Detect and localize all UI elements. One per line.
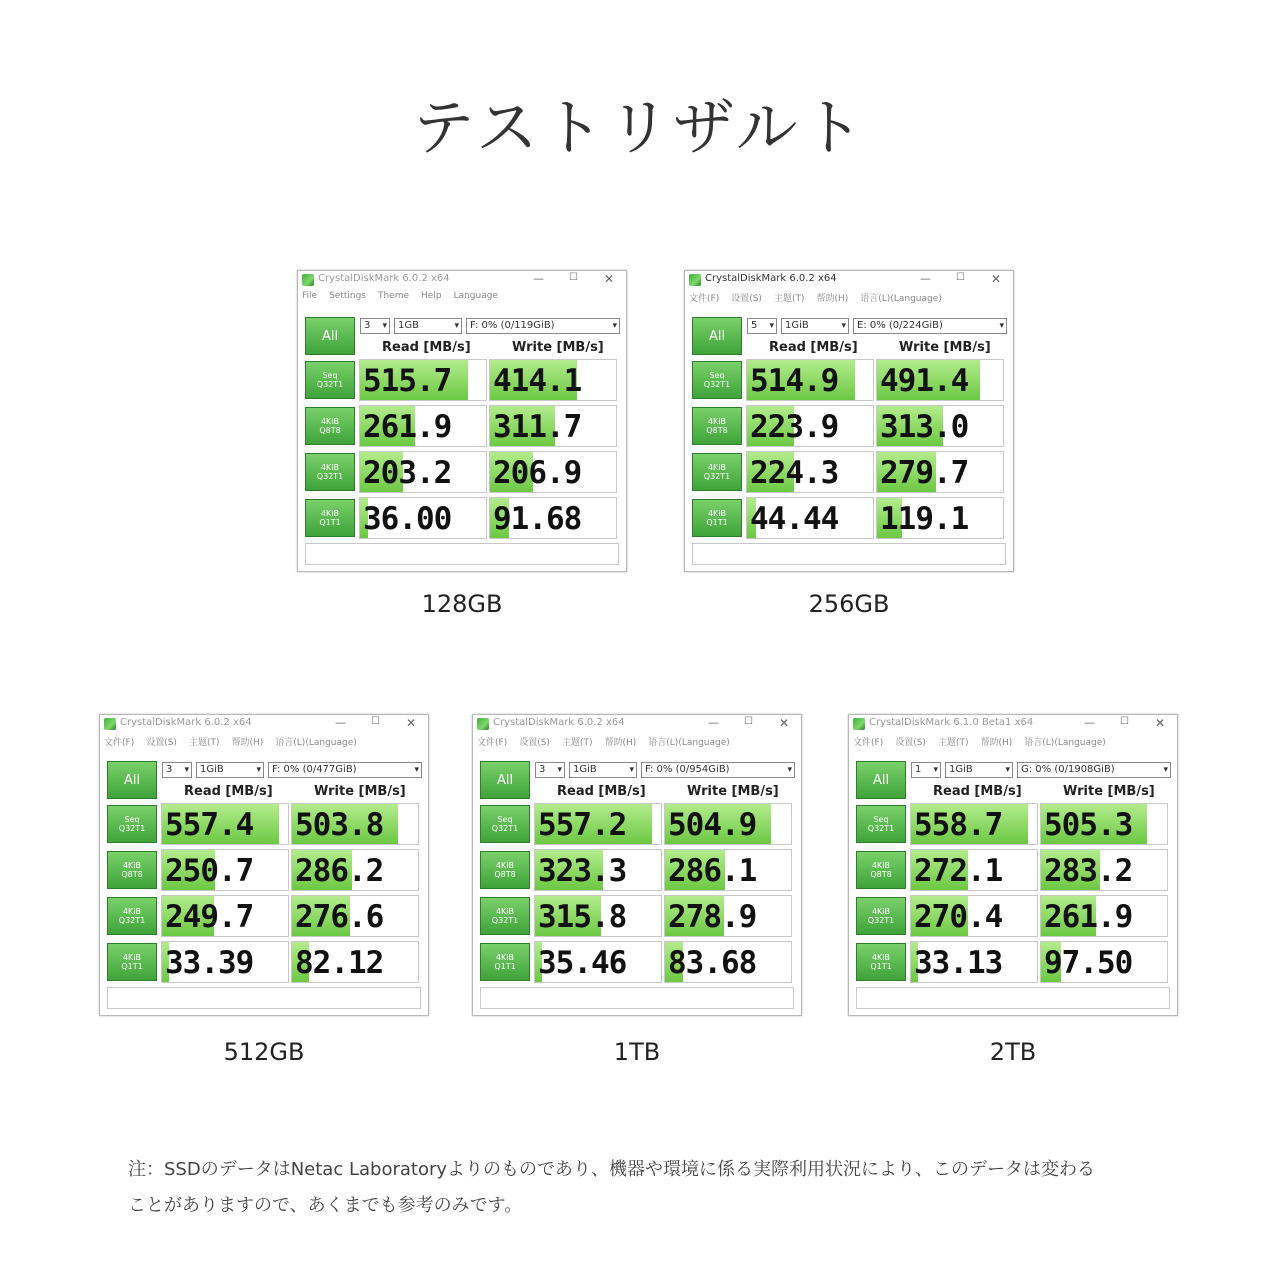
- minimize-icon[interactable]: —: [335, 716, 346, 729]
- test-button[interactable]: Seq Q32T1: [305, 361, 355, 399]
- read-value: 250.7: [165, 853, 254, 889]
- read-result: [359, 405, 487, 447]
- read-value: 36.00: [363, 501, 452, 537]
- test-button[interactable]: 4KiB Q1T1: [480, 943, 530, 981]
- crystaldiskmark-icon: [853, 718, 865, 730]
- write-value: 82.12: [295, 945, 384, 981]
- read-value: 557.4: [165, 807, 254, 843]
- menu-item[interactable]: 主题(T): [773, 294, 805, 304]
- write-result: [291, 803, 419, 845]
- read-result: [161, 941, 289, 983]
- test-count-select[interactable]: [535, 762, 565, 778]
- title-bar: [100, 715, 428, 733]
- chevron-down-icon: ▾: [382, 321, 387, 331]
- capacity-caption: 2TB: [989, 1038, 1037, 1066]
- window-title: CrystalDiskMark 6.0.2 x64: [318, 273, 450, 284]
- write-result: [664, 803, 792, 845]
- write-result: [664, 941, 792, 983]
- menu-item[interactable]: 主题(T): [188, 738, 220, 748]
- read-value: 515.7: [363, 363, 452, 399]
- all-button[interactable]: All: [107, 761, 157, 799]
- chevron-down-icon: ▾: [629, 765, 634, 775]
- read-value: 270.4: [914, 899, 1003, 935]
- read-column-header: Read [MB/s]: [184, 784, 273, 799]
- write-value: 313.0: [880, 409, 969, 445]
- crystaldiskmark-window: [297, 270, 627, 572]
- read-value: 557.2: [538, 807, 627, 843]
- write-value: 279.7: [880, 455, 969, 491]
- all-button[interactable]: All: [856, 761, 906, 799]
- write-column-header: Write [MB/s]: [687, 784, 779, 799]
- menu-bar: [477, 735, 742, 749]
- write-value: 97.50: [1044, 945, 1133, 981]
- read-result: [534, 849, 662, 891]
- minimize-icon[interactable]: —: [1084, 716, 1095, 729]
- test-size-select[interactable]: [945, 762, 1013, 778]
- read-value: 249.7: [165, 899, 254, 935]
- test-count-select-value: 3: [166, 764, 173, 775]
- read-value: 33.13: [914, 945, 1003, 981]
- maximize-icon[interactable]: ☐: [371, 716, 380, 727]
- read-result: [161, 803, 289, 845]
- all-button[interactable]: All: [692, 317, 742, 355]
- write-value: 83.68: [668, 945, 757, 981]
- test-count-select-value: 5: [751, 320, 758, 331]
- crystaldiskmark-window: [684, 270, 1014, 572]
- write-value: 286.1: [668, 853, 757, 889]
- test-size-select-value: 1GiB: [573, 764, 597, 775]
- close-icon[interactable]: ✕: [990, 272, 1001, 286]
- chevron-down-icon: ▾: [184, 765, 189, 775]
- test-count-select-value: 3: [364, 320, 371, 331]
- maximize-icon[interactable]: ☐: [569, 272, 578, 283]
- menu-item[interactable]: Language: [453, 291, 498, 301]
- title-bar: [473, 715, 801, 733]
- title-bar: [298, 271, 626, 289]
- capacity-caption: 256GB: [808, 590, 890, 618]
- menu-bar: [302, 291, 510, 305]
- crystaldiskmark-window: [848, 714, 1178, 1016]
- disclaimer-line-1: 注：SSDのデータはNetac Laboratoryよりのものであり、機器や環境に係る実際利用状況により、このデータは変わる: [128, 1159, 1096, 1180]
- test-button[interactable]: 4KiB Q1T1: [692, 499, 742, 537]
- maximize-icon[interactable]: ☐: [956, 272, 965, 283]
- menu-item[interactable]: 帮助(H): [816, 294, 849, 304]
- test-size-select[interactable]: [569, 762, 637, 778]
- menu-item[interactable]: 文件(F): [853, 738, 884, 748]
- crystaldiskmark-window: [472, 714, 802, 1016]
- read-value: 261.9: [363, 409, 452, 445]
- read-column-header: Read [MB/s]: [933, 784, 1022, 799]
- menu-item[interactable]: 主题(T): [937, 738, 969, 748]
- read-result: [746, 405, 874, 447]
- drive-select[interactable]: [1017, 762, 1171, 778]
- chevron-down-icon: ▾: [414, 765, 419, 775]
- chevron-down-icon: ▾: [841, 321, 846, 331]
- read-value: 315.8: [538, 899, 627, 935]
- write-value: 414.1: [493, 363, 582, 399]
- write-result: [1040, 895, 1168, 937]
- read-result: [910, 803, 1038, 845]
- test-button[interactable]: 4KiB Q8T8: [107, 851, 157, 889]
- menu-item[interactable]: 设置(S): [519, 738, 550, 748]
- test-size-select-value: 1GiB: [200, 764, 224, 775]
- read-column-header: Read [MB/s]: [382, 340, 471, 355]
- write-value: 119.1: [880, 501, 969, 537]
- write-result: [291, 849, 419, 891]
- read-value: 223.9: [750, 409, 839, 445]
- disclaimer-note: [128, 1152, 1188, 1224]
- menu-item[interactable]: Settings: [329, 291, 366, 301]
- read-value: 35.46: [538, 945, 627, 981]
- write-value: 286.2: [295, 853, 384, 889]
- minimize-icon[interactable]: —: [533, 272, 544, 285]
- chevron-down-icon: ▾: [787, 765, 792, 775]
- write-value: 503.8: [295, 807, 384, 843]
- window-title: CrystalDiskMark 6.0.2 x64: [120, 717, 252, 728]
- read-value: 33.39: [165, 945, 254, 981]
- menu-bar: [689, 291, 954, 305]
- crystaldiskmark-window: [99, 714, 429, 1016]
- menu-item[interactable]: 语言(L)(Language): [275, 738, 357, 748]
- write-value: 311.7: [493, 409, 582, 445]
- write-result: [876, 497, 1004, 539]
- read-value: 323.3: [538, 853, 627, 889]
- read-result: [534, 803, 662, 845]
- read-value: 514.9: [750, 363, 839, 399]
- menu-item[interactable]: 设置(S): [895, 738, 926, 748]
- write-column-header: Write [MB/s]: [512, 340, 604, 355]
- write-result: [876, 405, 1004, 447]
- test-button[interactable]: 4KiB Q8T8: [305, 407, 355, 445]
- read-result: [534, 941, 662, 983]
- crystaldiskmark-icon: [104, 718, 116, 730]
- menu-bar: [104, 735, 369, 749]
- menu-bar: [853, 735, 1118, 749]
- test-button[interactable]: Seq Q32T1: [480, 805, 530, 843]
- write-value: 261.9: [1044, 899, 1133, 935]
- menu-item[interactable]: 帮助(H): [980, 738, 1013, 748]
- write-value: 278.9: [668, 899, 757, 935]
- chevron-down-icon: ▾: [557, 765, 562, 775]
- chevron-down-icon: ▾: [256, 765, 261, 775]
- write-value: 491.4: [880, 363, 969, 399]
- menu-item[interactable]: 主题(T): [561, 738, 593, 748]
- write-result: [664, 849, 792, 891]
- status-bar: [107, 987, 421, 1009]
- minimize-icon[interactable]: —: [708, 716, 719, 729]
- menu-item[interactable]: 文件(F): [689, 294, 720, 304]
- drive-select-value: E: 0% (0/224GiB): [857, 320, 943, 331]
- close-icon[interactable]: ✕: [603, 272, 614, 286]
- window-title: CrystalDiskMark 6.0.2 x64: [493, 717, 625, 728]
- status-bar: [856, 987, 1170, 1009]
- drive-select[interactable]: [641, 762, 795, 778]
- chevron-down-icon: ▾: [769, 321, 774, 331]
- menu-item[interactable]: 语言(L)(Language): [860, 294, 942, 304]
- write-result: [291, 895, 419, 937]
- crystaldiskmark-icon: [477, 718, 489, 730]
- write-result: [1040, 849, 1168, 891]
- menu-item[interactable]: File: [302, 291, 318, 301]
- read-value: 224.3: [750, 455, 839, 491]
- read-value: 272.1: [914, 853, 1003, 889]
- test-size-select-value: 1GB: [398, 320, 419, 331]
- read-result: [746, 359, 874, 401]
- crystaldiskmark-icon: [689, 274, 701, 286]
- read-result: [161, 849, 289, 891]
- menu-item[interactable]: 设置(S): [146, 738, 177, 748]
- close-icon[interactable]: ✕: [405, 716, 416, 730]
- write-value: 283.2: [1044, 853, 1133, 889]
- test-button[interactable]: 4KiB Q1T1: [856, 943, 906, 981]
- drive-select-value: F: 0% (0/954GiB): [645, 764, 730, 775]
- test-count-select[interactable]: [162, 762, 192, 778]
- test-button[interactable]: Seq Q32T1: [856, 805, 906, 843]
- window-title: CrystalDiskMark 6.0.2 x64: [705, 273, 837, 284]
- menu-item[interactable]: Help: [421, 291, 442, 301]
- read-column-header: Read [MB/s]: [769, 340, 858, 355]
- title-bar: [849, 715, 1177, 733]
- capacity-caption: 1TB: [613, 1038, 661, 1066]
- test-button[interactable]: 4KiB Q8T8: [480, 851, 530, 889]
- read-value: 558.7: [914, 807, 1003, 843]
- read-result: [359, 497, 487, 539]
- write-result: [876, 359, 1004, 401]
- close-icon[interactable]: ✕: [1154, 716, 1165, 730]
- test-button[interactable]: 4KiB Q32T1: [480, 897, 530, 935]
- write-result: [1040, 803, 1168, 845]
- disclaimer-line-2: ことがありますので、あくまでも参考のみです。: [128, 1195, 523, 1216]
- read-result: [910, 895, 1038, 937]
- menu-item[interactable]: 文件(F): [104, 738, 135, 748]
- test-count-select[interactable]: [747, 318, 777, 334]
- drive-select-value: G: 0% (0/1908GiB): [1021, 764, 1115, 775]
- read-result: [746, 451, 874, 493]
- test-count-select-value: 3: [539, 764, 546, 775]
- test-button[interactable]: 4KiB Q32T1: [107, 897, 157, 935]
- write-result: [664, 895, 792, 937]
- test-button[interactable]: Seq Q32T1: [107, 805, 157, 843]
- write-result: [489, 359, 617, 401]
- read-result: [746, 497, 874, 539]
- title-bar: [685, 271, 1013, 289]
- chevron-down-icon: ▾: [454, 321, 459, 331]
- test-count-select[interactable]: [911, 762, 941, 778]
- status-bar: [480, 987, 794, 1009]
- menu-item[interactable]: 帮助(H): [604, 738, 637, 748]
- read-result: [161, 895, 289, 937]
- write-value: 91.68: [493, 501, 582, 537]
- drive-select[interactable]: [853, 318, 1007, 334]
- write-value: 504.9: [668, 807, 757, 843]
- test-button[interactable]: 4KiB Q1T1: [305, 499, 355, 537]
- minimize-icon[interactable]: —: [920, 272, 931, 285]
- chevron-down-icon: ▾: [999, 321, 1004, 331]
- write-result: [291, 941, 419, 983]
- test-button[interactable]: 4KiB Q8T8: [692, 407, 742, 445]
- window-title: CrystalDiskMark 6.1.0 Beta1 x64: [869, 717, 1034, 728]
- menu-item[interactable]: 语言(L)(Language): [648, 738, 730, 748]
- write-result: [489, 497, 617, 539]
- write-result: [489, 451, 617, 493]
- test-button[interactable]: 4KiB Q1T1: [107, 943, 157, 981]
- test-count-select-value: 1: [915, 764, 922, 775]
- write-value: 206.9: [493, 455, 582, 491]
- write-column-header: Write [MB/s]: [314, 784, 406, 799]
- test-size-select-value: 1GiB: [785, 320, 809, 331]
- test-button[interactable]: 4KiB Q32T1: [305, 453, 355, 491]
- maximize-icon[interactable]: ☐: [744, 716, 753, 727]
- menu-item[interactable]: 语言(L)(Language): [1024, 738, 1106, 748]
- test-size-select[interactable]: [196, 762, 264, 778]
- capacity-caption: 128GB: [421, 590, 503, 618]
- test-size-select-value: 1GiB: [949, 764, 973, 775]
- test-size-select[interactable]: [394, 318, 462, 334]
- menu-item[interactable]: 设置(S): [731, 294, 762, 304]
- test-count-select[interactable]: [360, 318, 390, 334]
- chevron-down-icon: ▾: [1163, 765, 1168, 775]
- write-result: [876, 451, 1004, 493]
- chevron-down-icon: ▾: [612, 321, 617, 331]
- menu-item[interactable]: 文件(F): [477, 738, 508, 748]
- drive-select-value: F: 0% (0/477GiB): [272, 764, 357, 775]
- read-result: [910, 849, 1038, 891]
- test-button[interactable]: 4KiB Q8T8: [856, 851, 906, 889]
- menu-item[interactable]: 帮助(H): [231, 738, 264, 748]
- crystaldiskmark-icon: [302, 274, 314, 286]
- page-title: テストリザルト: [412, 91, 868, 164]
- capacity-caption: 512GB: [223, 1038, 305, 1066]
- status-bar: [305, 543, 619, 565]
- read-result: [534, 895, 662, 937]
- read-value: 44.44: [750, 501, 839, 537]
- test-button[interactable]: Seq Q32T1: [692, 361, 742, 399]
- all-button[interactable]: All: [480, 761, 530, 799]
- test-button[interactable]: 4KiB Q32T1: [692, 453, 742, 491]
- write-result: [489, 405, 617, 447]
- write-result: [1040, 941, 1168, 983]
- maximize-icon[interactable]: ☐: [1120, 716, 1129, 727]
- write-column-header: Write [MB/s]: [1063, 784, 1155, 799]
- read-column-header: Read [MB/s]: [557, 784, 646, 799]
- menu-item[interactable]: Theme: [377, 291, 410, 301]
- write-value: 505.3: [1044, 807, 1133, 843]
- drive-select[interactable]: [466, 318, 620, 334]
- read-result: [359, 451, 487, 493]
- close-icon[interactable]: ✕: [778, 716, 789, 730]
- test-size-select[interactable]: [781, 318, 849, 334]
- read-value: 203.2: [363, 455, 452, 491]
- status-bar: [692, 543, 1006, 565]
- test-button[interactable]: 4KiB Q32T1: [856, 897, 906, 935]
- chevron-down-icon: ▾: [933, 765, 938, 775]
- read-result: [359, 359, 487, 401]
- drive-select[interactable]: [268, 762, 422, 778]
- drive-select-value: F: 0% (0/119GiB): [470, 320, 555, 331]
- write-value: 276.6: [295, 899, 384, 935]
- write-column-header: Write [MB/s]: [899, 340, 991, 355]
- chevron-down-icon: ▾: [1005, 765, 1010, 775]
- read-result: [910, 941, 1038, 983]
- all-button[interactable]: All: [305, 317, 355, 355]
